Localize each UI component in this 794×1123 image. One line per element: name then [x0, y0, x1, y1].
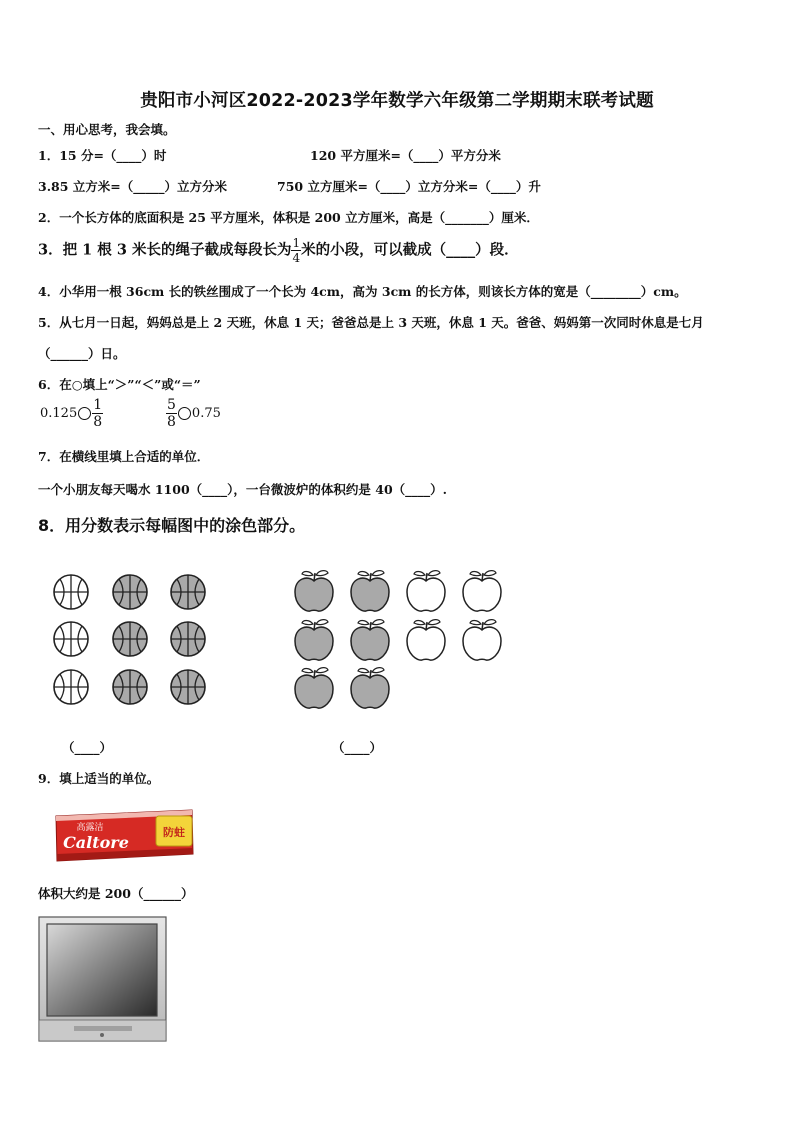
q8-answer-blank-right[interactable]: （____） — [332, 740, 383, 755]
q3-fraction — [291, 237, 301, 264]
basketball-shaded-icon — [113, 575, 147, 609]
question-7-line: 一个小朋友每天喝水 1100（____），一台微波炉的体积约是 40（____）. — [38, 482, 447, 497]
toothpaste-badge-text: 防蛀 — [163, 826, 185, 839]
question-6: 6．在○填上“＞”“＜”或“＝” — [38, 377, 201, 392]
apple-shaded-icon — [295, 620, 333, 660]
apple-grid — [290, 568, 510, 718]
q6-right-numerator: 5 — [167, 397, 176, 413]
question-5-line-2: （______）日。 — [38, 346, 126, 361]
television-image — [38, 916, 168, 1044]
apple-shaded-icon — [351, 668, 389, 708]
q6-left-denominator: 8 — [93, 414, 103, 430]
basketball-shaded-icon — [171, 575, 205, 609]
q1-part-c: 3.85 立方米=（_____）立方分米 — [38, 179, 228, 194]
q3-text-before: 3．把 1 根 3 米长的绳子截成每段长为 — [38, 241, 292, 259]
tv-power-button — [100, 1033, 104, 1037]
q6-left-value: 0.125 — [40, 406, 78, 421]
toothpaste-box-image — [52, 806, 197, 864]
q1-part-b: 120 平方厘米=（____）平方分米 — [310, 148, 501, 163]
q6-comparison-left — [40, 398, 103, 429]
basketball-icon — [54, 670, 88, 704]
toothpaste-brand: Caltore — [63, 833, 129, 852]
basketball-icon — [54, 622, 88, 656]
apple-icon — [463, 571, 501, 611]
q6-left-fraction — [92, 398, 103, 429]
q6-comparison-right — [166, 398, 221, 429]
basketball-shaded-icon — [113, 622, 147, 656]
q6-right-fraction — [166, 398, 177, 429]
q1-part-a: 1．15 分=（____）时 — [38, 148, 167, 163]
q3-text-after: 米的小段，可以截成（____）段． — [301, 241, 519, 259]
page-title: 贵阳市小河区2022-2023学年数学六年级第二学期期末联考试题 — [140, 91, 654, 111]
question-8: 8．用分数表示每幅图中的涂色部分。 — [38, 516, 306, 535]
q8-answer-blank-left[interactable]: （____） — [62, 740, 113, 755]
toothpaste-cn-brand: 高露洁 — [76, 823, 104, 833]
q3-fraction-denominator: 4 — [292, 251, 301, 265]
question-2: 2．一个长方体的底面积是 25 平方厘米，体积是 200 立方厘米，高是（_______）厘米． — [38, 210, 539, 225]
apple-icon — [407, 571, 445, 611]
question-3 — [38, 237, 519, 264]
question-4: 4．小华用一根 36cm 长的铁丝围成了一个长为 4cm，高为 3cm 的长方体，则该长方体的宽是（________）cm。 — [38, 284, 687, 299]
q9-volume-line: 体积大约是 200（______） — [38, 886, 194, 901]
apple-icon — [463, 620, 501, 660]
apple-icon — [407, 620, 445, 660]
basketball-shaded-icon — [113, 670, 147, 704]
basketball-icon — [54, 575, 88, 609]
apple-shaded-icon — [351, 571, 389, 611]
q6-right-value: 0.75 — [191, 406, 221, 421]
basketball-grid — [48, 570, 218, 710]
compare-circle[interactable] — [78, 407, 91, 420]
q6-left-numerator: 1 — [93, 397, 103, 413]
question-9: 9．填上适当的单位。 — [38, 771, 160, 786]
apple-shaded-icon — [295, 668, 333, 708]
tv-screen — [47, 924, 157, 1016]
q6-right-denominator: 8 — [167, 414, 176, 430]
question-7: 7．在横线里填上合适的单位． — [38, 449, 210, 464]
compare-circle[interactable] — [178, 407, 191, 420]
apple-shaded-icon — [295, 571, 333, 611]
q1-part-d: 750 立方厘米=（____）立方分米=（____）升 — [277, 179, 541, 194]
basketball-shaded-icon — [171, 670, 205, 704]
section-heading: 一、用心思考，我会填。 — [38, 122, 176, 137]
q3-fraction-numerator: 1 — [292, 236, 301, 250]
basketball-shaded-icon — [171, 622, 205, 656]
question-5-line-1: 5．从七月一日起，妈妈总是上 2 天班，休息 1 天；爸爸总是上 3 天班，休息 1 天。爸爸、妈妈第一次同时休息是七月 — [38, 315, 704, 330]
apple-shaded-icon — [351, 620, 389, 660]
